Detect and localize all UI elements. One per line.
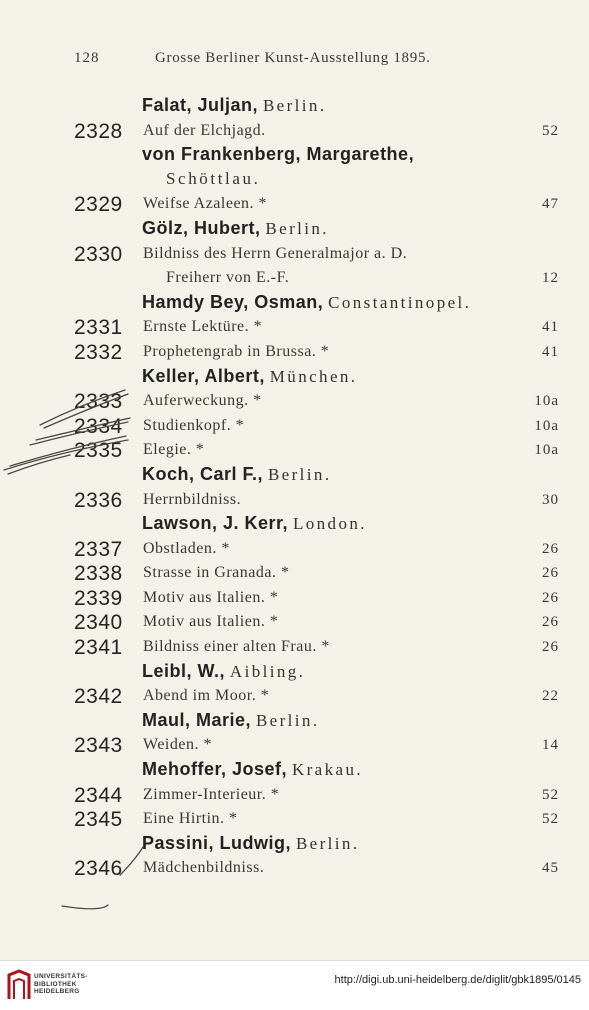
- artist-heading: [0, 144, 589, 169]
- artist-name: Lawson, J. Kerr,: [142, 513, 289, 534]
- artist-location: Berlin.: [255, 710, 320, 730]
- catalogue-number: 2330: [74, 242, 123, 266]
- artist-line: [142, 218, 329, 239]
- artwork-price: 14: [542, 737, 559, 754]
- artwork-title: Auf der Elchjagd.: [143, 121, 266, 139]
- catalogue-entry: [0, 685, 589, 710]
- artwork-title: Mädchenbildniss.: [143, 859, 265, 877]
- artwork-price: 52: [542, 811, 559, 828]
- artist-line: [142, 464, 331, 485]
- artist-name: Koch, Carl F.,: [142, 463, 264, 484]
- page-header: [0, 46, 589, 74]
- artist-line: [142, 661, 305, 682]
- source-url-link[interactable]: http://digi.ub.uni-heidelberg.de/diglit/gbk1895/0145: [334, 974, 581, 986]
- artwork-price: 26: [542, 639, 559, 656]
- artist-line: [142, 833, 359, 854]
- artist-name: von Frankenberg, Margarethe,: [142, 144, 415, 165]
- catalogue-number: 2346: [74, 857, 123, 881]
- catalogue-number: 2341: [74, 636, 123, 660]
- catalogue-entry: [0, 316, 589, 341]
- artist-name: Maul, Marie,: [142, 709, 252, 730]
- artwork-title: Prophetengrab in Brussa. *: [143, 342, 330, 360]
- artwork-price: 12: [542, 270, 559, 287]
- artwork-title: Ernste Lektüre. *: [143, 318, 263, 336]
- artist-location: Berlin.: [295, 833, 360, 853]
- artwork-title: Studienkopf. *: [143, 416, 245, 434]
- catalogue-entry: [0, 267, 589, 292]
- catalogue-entry: [0, 784, 589, 809]
- catalogue-entry: [0, 734, 589, 759]
- catalogue-number: 2333: [74, 390, 123, 414]
- artwork-price: 10a: [534, 393, 559, 410]
- artwork-price: 22: [542, 688, 559, 705]
- catalogue-number: 2328: [74, 119, 123, 143]
- artist-name: Gölz, Hubert,: [142, 217, 261, 238]
- catalogue-entry: [0, 243, 589, 268]
- artist-location: München.: [269, 366, 358, 386]
- library-name: [34, 973, 88, 996]
- artwork-price: 41: [542, 319, 559, 336]
- catalogue-number: 2336: [74, 488, 123, 512]
- artwork-price: 26: [542, 565, 559, 582]
- artist-name: Passini, Ludwig,: [142, 832, 292, 853]
- artwork-title: Motiv aus Italien. *: [143, 588, 279, 606]
- artist-heading: [0, 661, 589, 686]
- artwork-title: Strasse in Granada. *: [143, 564, 290, 582]
- artist-heading: [0, 366, 589, 391]
- artwork-price: 26: [542, 614, 559, 631]
- artist-location: Berlin.: [262, 96, 327, 115]
- catalogue-entry: [0, 587, 589, 612]
- running-title: Grosse Berliner Kunst-Ausstellung 1895.: [155, 50, 431, 66]
- artist-line: [142, 144, 414, 165]
- artist-name: Falat, Juljan,: [142, 95, 259, 115]
- catalogue-entry: [0, 415, 589, 440]
- catalogue-entry: [0, 390, 589, 415]
- artwork-title: Weifse Azaleen. *: [143, 195, 268, 213]
- artist-heading: [0, 759, 589, 784]
- catalogue-number: 2345: [74, 808, 123, 832]
- artist-line: [142, 710, 319, 731]
- artist-heading: [0, 833, 589, 858]
- catalogue-entry: [0, 341, 589, 366]
- artist-heading: [0, 292, 589, 317]
- catalogue-entry: [0, 808, 589, 833]
- catalogue-entry: [0, 636, 589, 661]
- artwork-price: 52: [542, 122, 559, 139]
- catalogue-number: 2332: [74, 340, 123, 364]
- artwork-title: Zimmer-Interieur. *: [143, 785, 280, 803]
- artist-location: Constantinopel.: [328, 292, 472, 312]
- catalogue-entry: [0, 562, 589, 587]
- artwork-price: 26: [542, 589, 559, 606]
- library-name-line: HEIDELBERG: [34, 988, 80, 995]
- library-name-line: UNIVERSITÄTS-: [34, 973, 88, 980]
- artist-name: Hamdy Bey, Osman,: [142, 291, 324, 312]
- artist-name: Keller, Albert,: [142, 365, 265, 386]
- artwork-title: Herrnbildniss.: [143, 490, 242, 508]
- catalogue-entry: [0, 857, 589, 882]
- artist-heading: [0, 464, 589, 489]
- catalogue-number: 2340: [74, 611, 123, 635]
- footer-bar: [0, 960, 589, 1010]
- catalogue-number: 2339: [74, 586, 123, 610]
- artist-location: Schöttlau.: [166, 168, 261, 188]
- artist-location: London.: [292, 514, 367, 534]
- artwork-price: 52: [542, 786, 559, 803]
- artist-location: Aibling.: [229, 661, 306, 681]
- artist-location: Berlin.: [267, 464, 332, 484]
- library-name-line: BIBLIOTHEK: [34, 980, 77, 988]
- artwork-price: 30: [542, 491, 559, 508]
- artwork-price: 45: [542, 860, 559, 877]
- artist-heading: [0, 710, 589, 735]
- catalogue-number: 2337: [74, 537, 123, 561]
- catalogue-entry: [0, 489, 589, 514]
- catalogue-number: 2338: [74, 562, 123, 586]
- artist-heading: [0, 513, 589, 538]
- artist-line: [142, 95, 326, 116]
- catalogue-entry: [0, 611, 589, 636]
- artist-heading: [0, 95, 589, 120]
- library-logo-icon: [6, 969, 32, 1001]
- artwork-title: Motiv aus Italien. *: [143, 613, 279, 631]
- catalogue-entries: [0, 95, 589, 882]
- catalogue-number: 2331: [74, 316, 123, 340]
- artwork-title: Weiden. *: [143, 736, 212, 754]
- artist-line: [142, 759, 363, 780]
- catalogue-entry: [0, 439, 589, 464]
- artwork-title: Freiherr von E.-F.: [166, 269, 290, 287]
- artwork-price: 41: [542, 343, 559, 360]
- artist-heading-continuation: [0, 169, 589, 194]
- artwork-title: Eine Hirtin. *: [143, 810, 238, 828]
- catalogue-number: 2343: [74, 734, 123, 758]
- artist-line: [142, 292, 471, 313]
- artist-location: Berlin.: [265, 218, 329, 238]
- artist-line: [142, 513, 367, 534]
- artist-name: Mehoffer, Josef,: [142, 759, 288, 780]
- artist-name: Leibl, W.,: [142, 660, 226, 681]
- artist-heading: [0, 218, 589, 243]
- catalogue-number: 2329: [74, 193, 123, 217]
- artwork-title: Bildniss einer alten Frau. *: [143, 638, 330, 656]
- catalogue-number: 2344: [74, 783, 123, 807]
- page-number: 128: [74, 50, 100, 66]
- artwork-price: 26: [542, 540, 559, 557]
- artist-line: [142, 366, 357, 387]
- catalogue-entry: [0, 538, 589, 563]
- artwork-title: Obstladen. *: [143, 539, 230, 557]
- artwork-title: Auferweckung. *: [143, 392, 262, 410]
- artwork-price: 10a: [534, 417, 559, 434]
- artist-location: Krakau.: [291, 760, 364, 780]
- catalogue-entry: [0, 120, 589, 145]
- artwork-price: 10a: [534, 442, 559, 459]
- catalogue-number: 2334: [74, 414, 123, 438]
- catalogue-number: 2342: [74, 685, 123, 709]
- catalogue-entry: [0, 193, 589, 218]
- artwork-title: Bildniss des Herrn Generalmajor a. D.: [143, 244, 408, 262]
- catalogue-number: 2335: [74, 439, 123, 463]
- artwork-title: Abend im Moor. *: [143, 687, 270, 705]
- artwork-price: 47: [542, 196, 559, 213]
- artwork-title: Elegie. *: [143, 441, 205, 459]
